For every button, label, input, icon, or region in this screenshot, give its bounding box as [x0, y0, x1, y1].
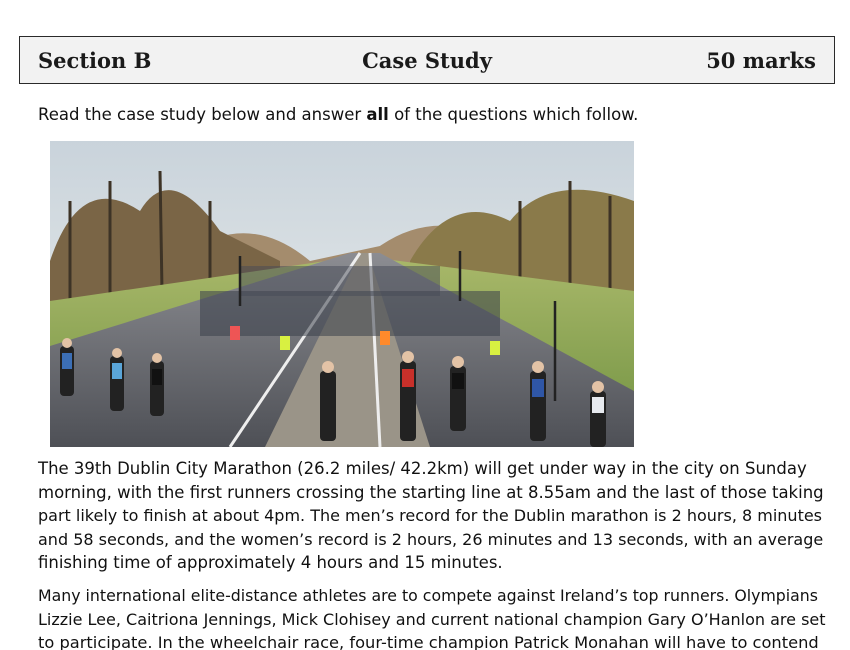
paragraph-line: and 58 seconds, and the women’s record is 2 hours, 26 minutes and 13 seconds, with an average — [38, 529, 824, 549]
instructions-text-after: of the questions which follow. — [388, 105, 639, 124]
paragraph-line: morning, with the first runners crossing the starting line at 8.55am and the last of those taking — [38, 482, 824, 502]
paragraph-line: Lizzie Lee, Caitriona Jennings, Mick Clohisey and current national champion Gary O’Hanlon are set — [38, 609, 826, 629]
case-study-paragraph-2 — [38, 584, 828, 650]
section-marks: 50 marks — [706, 48, 816, 73]
paragraph-line: to participate. In the wheelchair race, four-time champion Patrick Monahan will have to contend — [38, 633, 819, 650]
paragraph-line: finishing time of approximately 4 hours and 15 minutes. — [38, 553, 503, 572]
instructions-emphasis: all — [366, 105, 389, 124]
case-study-paragraph-1 — [38, 457, 828, 575]
marathon-photo — [50, 141, 634, 447]
paragraph-line: part likely to finish at about 4pm. The men’s record for the Dublin marathon is 2 hours, 8 minutes — [38, 506, 823, 525]
paragraph-line: The 39th Dublin City Marathon (26.2 miles/ 42.2km) will get under way in the city on Sunday — [38, 459, 807, 478]
section-label: Section B — [38, 48, 152, 73]
section-title: Case Study — [362, 48, 492, 73]
instructions-text-before: Read the case study below and answer — [38, 105, 367, 124]
instructions — [38, 104, 638, 126]
section-header — [19, 36, 835, 84]
paragraph-line: Many international elite-distance athletes are to compete against Ireland’s top runners. Olympians — [38, 586, 818, 605]
marathon-photo-illustration — [50, 141, 634, 447]
